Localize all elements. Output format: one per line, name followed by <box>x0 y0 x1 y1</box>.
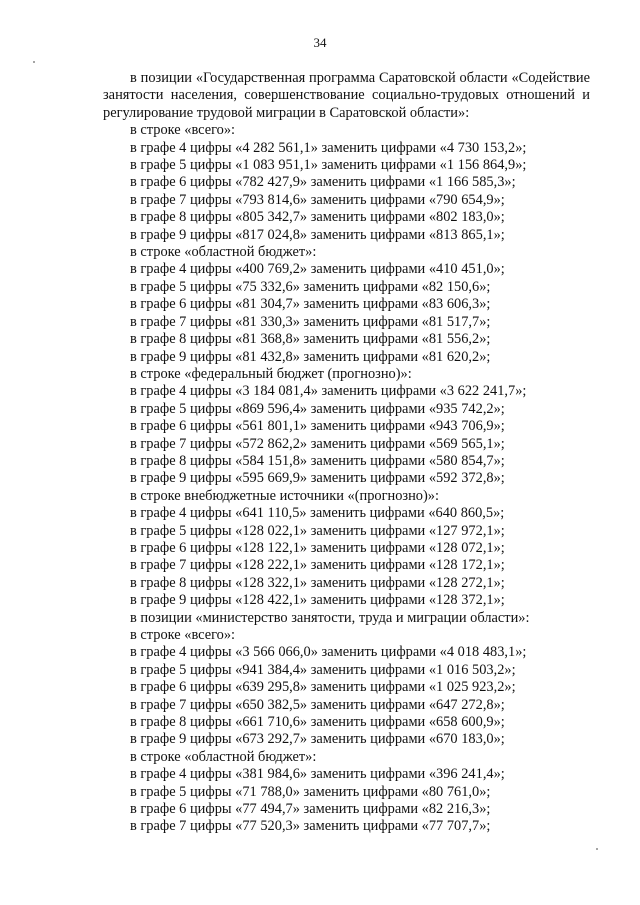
amendment-line: в графе 9 цифры «81 432,8» заменить цифрами «81 620,2»; <box>130 348 491 365</box>
amendment-line: в строке «федеральный бюджет (прогнозно)»: <box>130 365 412 382</box>
scan-speck <box>33 61 35 63</box>
intro-paragraph: в позиции «Государственная программа Саратовской области «Содействие занятости населения, совершенствование социально-трудовых отношений и регулирование трудовой миграции в Саратовской области»: <box>103 70 590 121</box>
amendment-line: в графе 6 цифры «81 304,7» заменить цифрами «83 606,3»; <box>130 296 491 313</box>
amendment-line: в графе 7 цифры «77 520,3» заменить цифрами «77 707,7»; <box>130 818 491 835</box>
amendment-line: в графе 8 цифры «661 710,6» заменить цифрами «658 600,9»; <box>130 714 505 731</box>
amendment-line: в строке «всего»: <box>130 627 236 643</box>
amendment-line: в графе 9 цифры «595 669,9» заменить цифрами «592 372,8»; <box>130 470 505 487</box>
amendment-line: в строке «всего»: <box>130 122 236 139</box>
amendment-line: в графе 6 цифры «782 427,9» заменить цифрами «1 166 585,3»; <box>130 174 516 191</box>
amendment-line: в позиции «министерство занятости, труда и миграции области»: <box>130 609 530 626</box>
amendment-line: в графе 7 цифры «793 814,6» заменить цифрами «790 654,9»; <box>130 191 505 208</box>
amendment-line: в графе 6 цифры «639 295,8» заменить цифрами «1 025 923,2»; <box>130 679 516 696</box>
amendment-line: в графе 5 цифры «71 788,0» заменить цифрами «80 761,0»; <box>130 783 491 800</box>
amendment-line: в графе 5 цифры «75 332,6» заменить цифрами «82 150,6»; <box>130 278 491 295</box>
amendment-line: в графе 5 цифры «869 596,4» заменить цифрами «935 742,2»; <box>130 400 505 417</box>
amendment-line: в графе 7 цифры «128 222,1» заменить цифрами «128 172,1»; <box>130 557 505 574</box>
amendment-line: в графе 8 цифры «805 342,7» заменить цифрами «802 183,0»; <box>130 209 505 226</box>
amendment-line: в графе 6 цифры «77 494,7» заменить цифрами «82 216,3»; <box>130 801 491 818</box>
amendment-line: в строке «областной бюджет»: <box>130 748 317 765</box>
amendment-line: в графе 8 цифры «128 322,1» заменить цифрами «128 272,1»; <box>130 574 505 591</box>
amendment-line: в графе 4 цифры «3 184 081,4» заменить цифрами «3 622 241,7»; <box>130 383 527 400</box>
amendment-line: в графе 8 цифры «584 151,8» заменить цифрами «580 854,7»; <box>130 452 505 469</box>
page-number: 34 <box>313 35 327 50</box>
amendment-line: в графе 7 цифры «572 862,2» заменить цифрами «569 565,1»; <box>130 435 505 452</box>
document-body <box>103 70 590 836</box>
amendment-line: в графе 6 цифры «561 801,1» заменить цифрами «943 706,9»; <box>130 418 505 435</box>
amendment-line: в графе 8 цифры «81 368,8» заменить цифрами «81 556,2»; <box>130 331 491 348</box>
amendment-line: в графе 4 цифры «3 566 066,0» заменить цифрами «4 018 483,1»; <box>130 644 527 661</box>
amendment-line: в графе 4 цифры «641 110,5» заменить цифрами «640 860,5»; <box>130 505 505 522</box>
amendment-line: в графе 6 цифры «128 122,1» заменить цифрами «128 072,1»; <box>130 539 505 556</box>
amendment-lines <box>103 122 590 836</box>
amendment-line: в графе 4 цифры «4 282 561,1» заменить цифрами «4 730 153,2»; <box>130 139 527 156</box>
amendment-line: в строке внебюджетные источники «(прогнозно)»: <box>130 487 439 504</box>
amendment-line: в графе 4 цифры «400 769,2» заменить цифрами «410 451,0»; <box>130 261 505 278</box>
amendment-line: в графе 4 цифры «381 984,6» заменить цифрами «396 241,4»; <box>130 766 505 783</box>
amendment-line: в графе 5 цифры «1 083 951,1» заменить цифрами «1 156 864,9»; <box>130 157 527 174</box>
amendment-line: в графе 9 цифры «673 292,7» заменить цифрами «670 183,0»; <box>130 731 505 748</box>
amendment-line: в графе 9 цифры «817 024,8» заменить цифрами «813 865,1»; <box>130 226 505 243</box>
amendment-line: в строке «областной бюджет»: <box>130 244 317 261</box>
amendment-line: в графе 7 цифры «650 382,5» заменить цифрами «647 272,8»; <box>130 696 505 713</box>
amendment-line: в графе 5 цифры «128 022,1» заменить цифрами «127 972,1»; <box>130 522 505 539</box>
amendment-line: в графе 5 цифры «941 384,4» заменить цифрами «1 016 503,2»; <box>130 661 516 678</box>
amendment-line: в графе 7 цифры «81 330,3» заменить цифрами «81 517,7»; <box>130 313 491 330</box>
scan-speck <box>596 848 598 850</box>
amendment-line: в графе 9 цифры «128 422,1» заменить цифрами «128 372,1»; <box>130 592 505 609</box>
